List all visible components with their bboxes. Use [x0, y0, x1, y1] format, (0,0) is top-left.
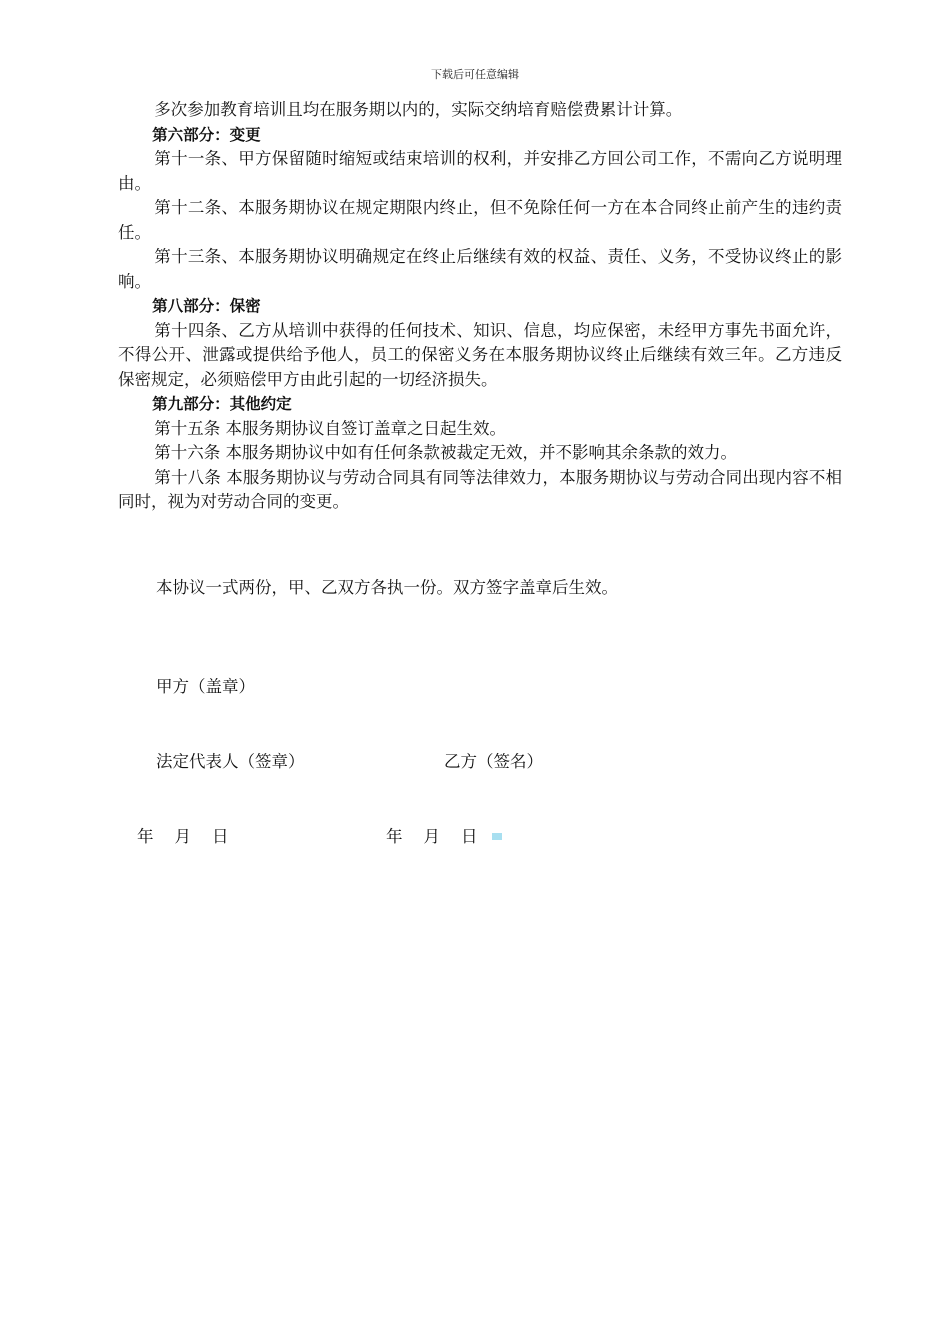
paragraph: 第十八条 本服务期协议与劳动合同具有同等法律效力，本服务期协议与劳动合同出现内容不相同时，视为对劳动合同的变更。	[118, 467, 842, 511]
paragraph: 第十三条、本服务期协议明确规定在终止后继续有效的权益、责任、义务，不受协议终止的影响。	[118, 247, 842, 291]
section-heading: 第九部分：其他约定	[152, 395, 292, 413]
party-b-label: 乙方（签名）	[444, 752, 543, 771]
document-body	[118, 98, 842, 515]
selection-marker	[492, 833, 502, 840]
page-header: 下载后可任意编辑	[431, 68, 519, 81]
paragraph: 多次参加教育培训且均在服务期以内的，实际交纳培育赔偿费累计计算。	[154, 100, 683, 119]
legal-representative-label: 法定代表人（签章）	[156, 752, 305, 771]
paragraph: 第十二条、本服务期协议在规定期限内终止，但不免除任何一方在本合同终止前产生的违约责任。	[118, 198, 842, 242]
section-heading: 第八部分：保密	[152, 297, 261, 315]
paragraph: 第十六条 本服务期协议中如有任何条款被裁定无效，并不影响其余条款的效力。	[154, 443, 738, 462]
paragraph: 第十一条、甲方保留随时缩短或结束培训的权利，并安排乙方回公司工作，不需向乙方说明理由。	[118, 149, 842, 193]
closing-statement: 本协议一式两份，甲、乙双方各执一份。双方签字盖章后生效。	[156, 578, 618, 597]
date-right: 年 月 日	[386, 827, 478, 846]
party-a-label: 甲方（盖章）	[156, 677, 255, 696]
date-left: 年 月 日	[137, 827, 229, 846]
paragraph: 第十五条 本服务期协议自签订盖章之日起生效。	[154, 418, 507, 438]
section-heading: 第六部分：变更	[152, 125, 261, 144]
paragraph: 第十四条、乙方从培训中获得的任何技术、知识、信息，均应保密，未经甲方事先书面允许，不得公开、泄露或提供给予他人，员工的保密义务在本服务期协议终止后继续有效三年。乙方违反保密规定，必须赔偿甲方由此引起的一切经济损失。	[118, 320, 842, 389]
